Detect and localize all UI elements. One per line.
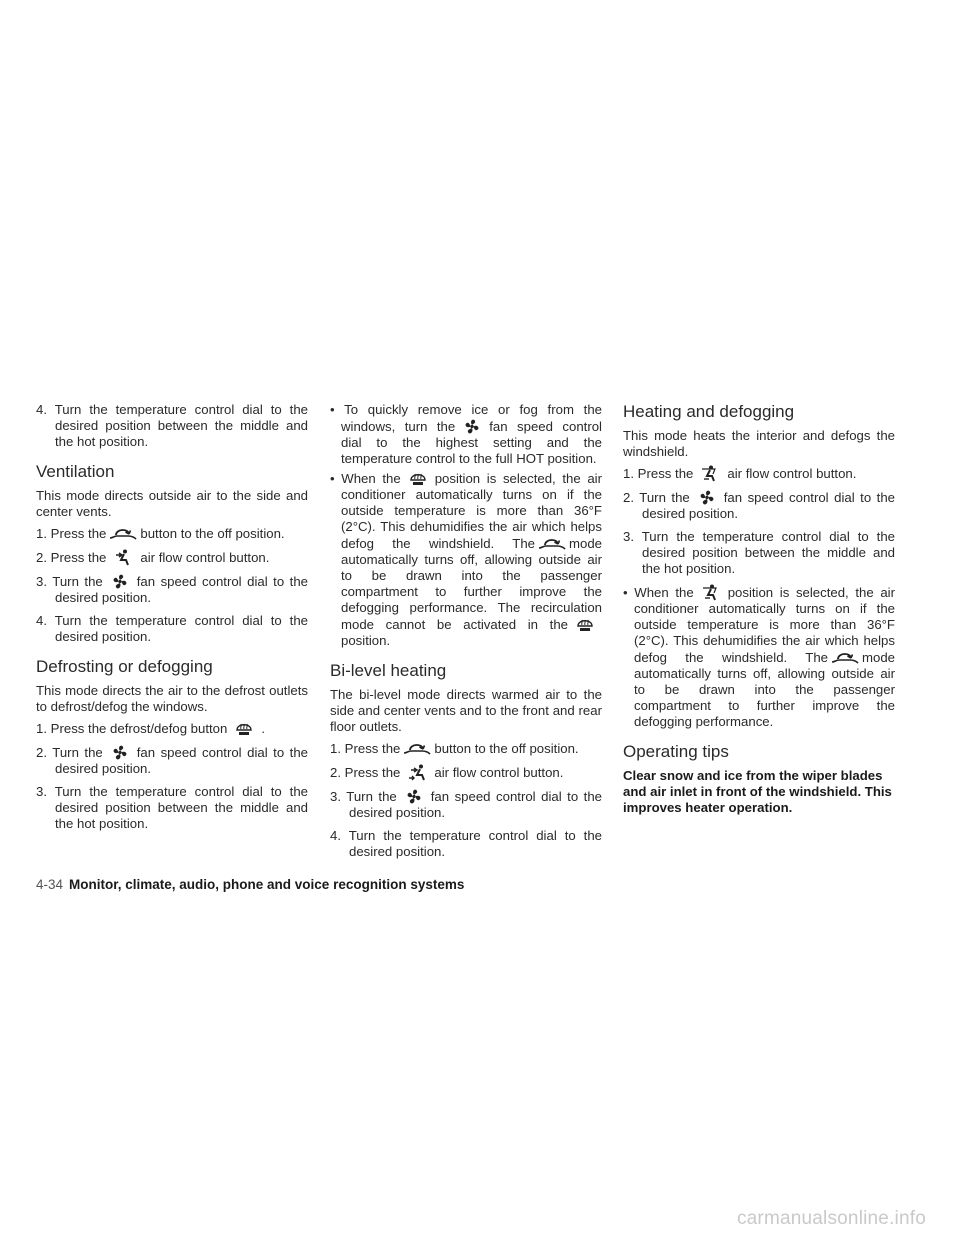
section-intro: The bi-level mode directs warmed air to the side and center vents and to the front and rear floor outlets. — [330, 687, 602, 734]
list-item: 3. Turn the temperature control dial to the desired position between the middle and the hot position. — [36, 784, 308, 831]
list-item: 4. Turn the temperature control dial to the desired position. — [330, 828, 602, 859]
page-footer — [36, 876, 464, 894]
foot-defrost-icon — [695, 465, 725, 482]
section-heading-operating-tips: Operating tips — [623, 742, 729, 761]
section-heading-bilevel: Bi-level heating — [330, 661, 447, 680]
list-item: 1. Press the air flow control button. — [623, 466, 857, 481]
section-heading-ventilation: Ventilation — [36, 462, 115, 481]
section-intro: This mode directs the air to the defrost outlets to defrost/defog the windows. — [36, 683, 308, 714]
fan-icon — [105, 573, 135, 590]
column-3 — [623, 402, 895, 816]
step-text: Turn the temperature control dial to the desired position between the middle and the hot position. — [54, 402, 308, 449]
step-number: 4. — [36, 402, 47, 417]
section-heading-heating: Heating and defogging — [623, 402, 795, 421]
chapter-title: Monitor, climate, audio, phone and voice recognition systems — [69, 877, 465, 892]
bilevel-icon — [402, 764, 432, 781]
list-item: 1. Press the button to the off position. — [36, 526, 285, 541]
recirculation-icon — [402, 740, 432, 757]
list-item: 1. Press the defrost/defog button . — [36, 721, 266, 736]
fan-icon — [457, 418, 487, 435]
page-number: 4-34 — [36, 877, 64, 892]
foot-defrost-icon — [696, 584, 726, 601]
list-item: 4. Turn the temperature control dial to the desired position. — [36, 613, 308, 644]
bullet-item: • When the position is selected, the air conditioner automatically turns on if the outside temperature is more than 36°F (2°C). This dehumidifies the air which helps defog the windshield. The mode automatically turns off, allowing outside air to be drawn into the passenger compartment to further improve the defogging performance. The recirculation mode cannot be activated in the position. — [330, 471, 602, 648]
list-item: 2. Press the air flow control button. — [36, 550, 270, 565]
list-item — [36, 402, 308, 450]
front-defrost-icon — [403, 470, 433, 487]
list-item: 2. Turn the fan speed control dial to the desired position. — [623, 490, 895, 521]
front-defrost-icon — [229, 720, 259, 737]
watermark: carmanualsonline.info — [736, 1208, 926, 1229]
list-item: 1. Press the button to the off position. — [330, 741, 579, 756]
recirculation-icon — [830, 649, 860, 666]
list-item: 3. Turn the fan speed control dial to the desired position. — [330, 789, 602, 820]
list-item: 2. Turn the fan speed control dial to the desired position. — [36, 745, 308, 776]
fan-icon — [692, 489, 722, 506]
fan-icon — [105, 744, 135, 761]
recirculation-icon — [108, 525, 138, 542]
vent-mode-icon — [108, 549, 138, 566]
list-item: 3. Turn the fan speed control dial to the desired position. — [36, 574, 308, 605]
section-intro: This mode heats the interior and defogs the windshield. — [623, 428, 895, 459]
bullet-item: • When the position is selected, the air conditioner automatically turns on if the outside temperature is more than 36°F (2°C). This dehumidifies the air which helps defog the windshield. The mode automatically turns off, allowing outside air to be drawn into the passenger compartment to further improve the defogging performance. — [623, 585, 895, 729]
bullet-item: • To quickly remove ice or fog from the windows, turn the fan speed control dial to the highest setting and the temperature control to the full HOT position. — [330, 402, 602, 466]
recirculation-icon — [537, 535, 567, 552]
column-2 — [330, 402, 602, 867]
tip-text: Clear snow and ice from the wiper blades and air inlet in front of the windshield. This improves heater operation. — [623, 768, 892, 815]
list-item: 2. Press the air flow control button. — [330, 765, 564, 780]
list-item: 3. Turn the temperature control dial to the desired position between the middle and the hot position. — [623, 529, 895, 576]
fan-icon — [399, 788, 429, 805]
front-defrost-icon — [570, 616, 600, 633]
section-heading-defrosting: Defrosting or defogging — [36, 657, 213, 676]
section-intro: This mode directs outside air to the side and center vents. — [36, 488, 308, 519]
column-1 — [36, 402, 308, 839]
